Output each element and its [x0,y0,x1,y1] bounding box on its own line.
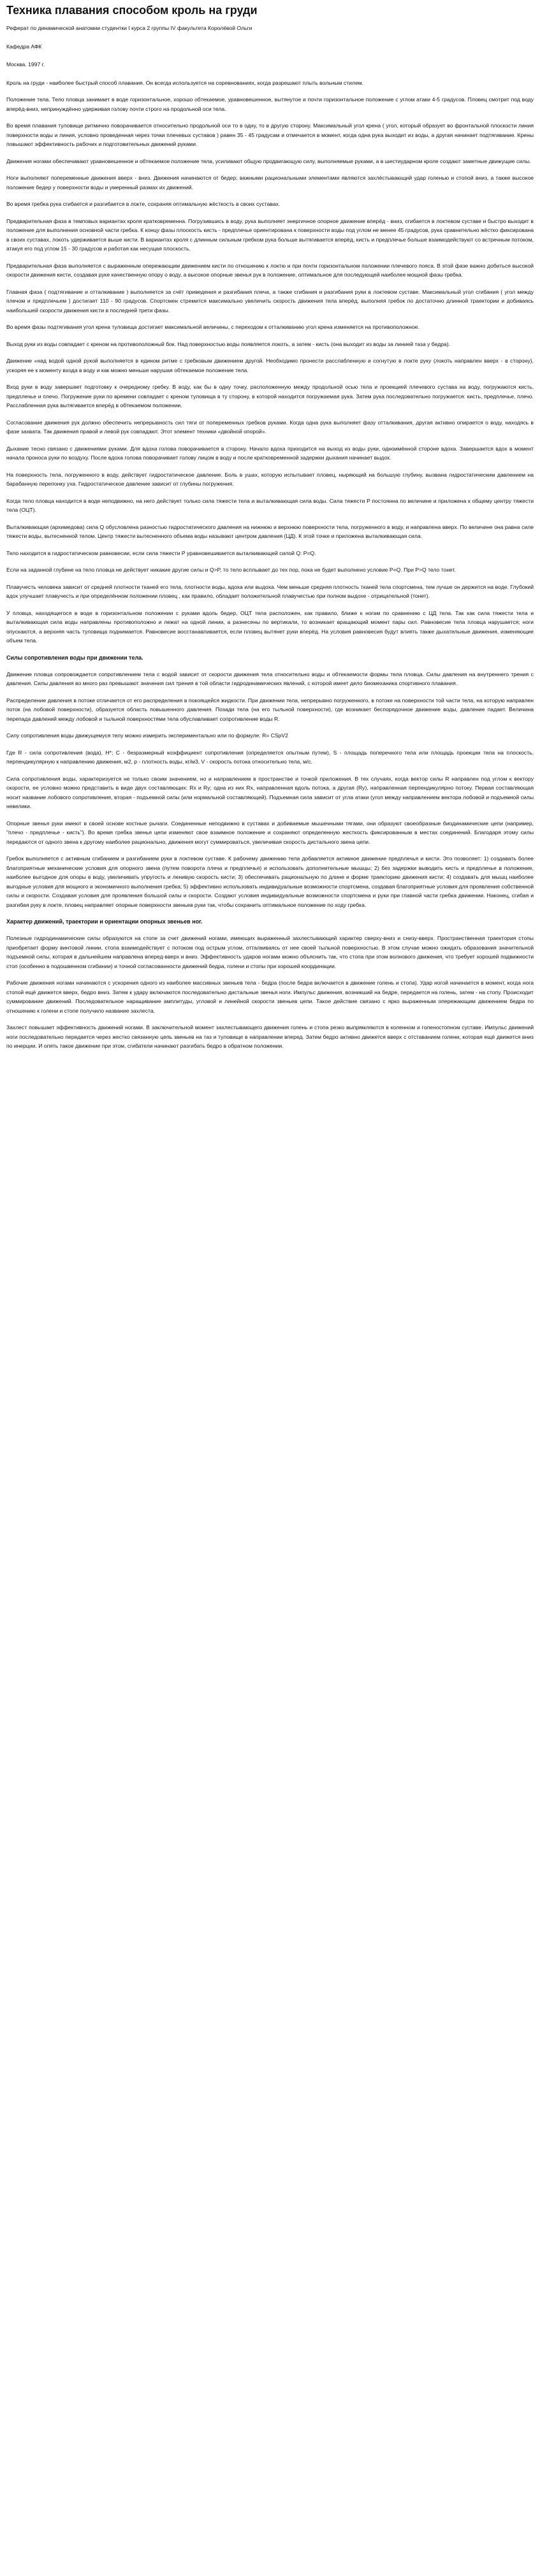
paragraph: Захлест повышает эффективность движений ногами. В заключительной момент захлестывающего движения голень и стопа резко выпрямляются в коленном и голеностопном суставе. Импульс движений ноги последовательно передается через жестко связанную цепь звеньев на таз и туловище в направлении вперед. Затем бедро активно движется вверх с отставанием голени, которая ещё движется вниз по инерции. И опять такое движение при этом, сгибатели начинают разгибать бедро в обратном положении. [6,1024,534,1049]
paragraph: Распределение давления в потоке отличается от его распределения в покоящейся жидкости. При движении тела, непрерывно погруженного, в потоке на поверхности той части тела, на которую направлен поток (на лобовой поверхности), образуется область повышенного давления. Позади тела (на его тыльной поверхности), где возникает беспорядочное движение воды, давление падает. Величина перепада давлений между лобовой и тыльной поверхностями тела обуславливает сопротивление воды R. [6,697,534,722]
paragraph: Плавучесть человека зависит от средней плотности тканей его тела, плотности воды, вдоха или выдоха. Чем меньше средняя плотность тканей тела спортсмена, тем лучше он держится на воде. Глубокий вдох улучшает плавучесть и при определённом положении пловец , как правило, обладает положительной плавучестью при полном выдохе - отрицательной (тонет). [6,583,534,599]
paragraph: Кроль на груди - наиболее быстрый способ плавания. Он всегда используется на соревнованиях, когда разрешают плыть вольным стилем. [6,79,364,86]
meta-author: Реферат по динамической анатомии студентки I курса 2 группы IV факультета Королёвой Ольги [6,25,252,31]
section-heading: Силы сопротивления воды при движении тела. [6,654,143,661]
paragraph: Ноги выполняют попеременные движения вверх - вниз. Движения начинаются от бедер; важными рациональными элементами являются захлёстывающий удар голенью и стопой вниз, а также высокое положение бедер у поверхности воды и умеренный размах их движений. [6,175,534,191]
paragraph: У пловца, находящегося в воде в горизонтальном положении с руками вдоль бедер, ОЦТ тела расположен, как правило, ближе к ногам по сравнению с ЦД тела. Так как сила тяжести тела и выталкивающая сила воды направлены противоположно и лежат на одной линии, а разнесены по вертикали, то возникает вращающий момент пары сил. Равновесие тела пловца нарушается; ноги опускаются, а верхняя часть туловища поднимается. Равновесие восстанавливается, если пловец вытянет руки вперёд. На условия равновесия будут влиять также дыхательные движения, изменяющие объем тела. [6,609,534,644]
paragraph: Полезные гидродинамические силы образуются на стопе за счет движений ногами, имеющих выраженный захлестывающий характер сверху-вниз и снизу-вверх. Пространственная траектория стопы приобретает форму винтовой линии, стопа взаимодействует с потоком под острым углом, отталкиваясь от нее своей тыльной поверхностью. В этом случае можно ожидать образования значительной подъемной силы, которая в дальнейшем направлена вперед-вверх и вниз. Эффективность ударов ногами можно объяснить так, что стопа при этом волнового движения, что требует хорошей подвижности стоп (особенно в подошвенном сгибании) и точной согласованности движений бедра, голени и стопы при хорошей координации. [6,935,534,969]
paragraph: Выход руки из воды совпадает с креном на противоположный бок. Над поверхностью воды появляется локоть, а затем - кисть (она выходит из воды за линией таза у бедра). [6,340,451,347]
paragraph: Предварительная фаза в темповых вариантах кроля кратковременна. Погрузившись в воду, рука выполняет энергичное опорное движение вперёд - вниз, сгибается в локтевом суставе и быстро выходит в положение для выполнения основной части гребка. К концу фазы плоскость кисть - предплечье ориентирована к поверхности воды под углом не менее 45 градусов, рука сравнительно жёстко фиксирована в своих суставах, локоть удерживается выше кисти. В вариантах кроля с длинным сильным гребком рука больше вытягивается вперёд, кисть и предплечье больше взаимодействуют со встречным потоком, атакуя его под углом 15 - 30 градусов и работая как несущая плоскость. [6,217,534,252]
meta-department: Кафедра АФК [6,43,42,50]
document-body [6,78,534,1051]
document-meta [6,24,534,69]
paragraph: Рабочие движения ногами начинаются с ускорения одного из наиболее массивных звеньев тела - бедра (после бедра включается в движение голень и стопа). Удар ногой начинается в момент, когда нога стопой ещё движется вверх, бедро вниз. Затем к удару включаются последовательно дистальные звенья ноги. Импульс движения, возникший на бедре, передается на голень, затем - на стопу. Происходит суммирование движений. Последовательное наращивание амплитуды, угловой и линейной скорости звеньев цепи. Такое действие связано с ярко выраженным опережающим движением бедра по отношению к голени и стопе получило название захлеста. [6,980,534,1014]
paragraph: Движения ногами обеспечивают уравновешенное и обтекаемое положение тела, усиливают общую продвигающую силу, выполняемые руками, а в шестиударном кроле создают заметные движущие силы. [6,157,531,164]
paragraph: Движение «над водой одной рукой выполняется в едином ритме с гребковым движением другой. Необходимо пронести расслабленную и согнутую в локте руку (локоть направлен вверх - в сторону), ускоряя ее к моменту входа в воду и как можно меньше нарушая обтекаемое положение тела. [6,358,534,373]
paragraph: Движение пловца сопровождается сопротивлением тела с водой зависит от скорости движения тела относительно воды и обтекаемости формы тела пловца. Силы давления на внутреннего трения с давления. Силы давления во много раз превышают значения сил трения в той области гидродинамических явлений, с которой имеет дело биомеханика спортивного плавания. [6,670,534,686]
meta-place-date: Москва. 1997 г. [6,61,45,68]
paragraph: Силу сопротивления воды движущемуся телу можно измерить экспериментально или по формуле: R= CSpV2 [6,732,288,739]
paragraph: Выталкивающая (архимедова) сила Q обусловлена разностью гидростатического давления на нижнюю и верхнюю поверхности тела, погруженного в воду, и направлена вверх. По величине она равна силе тяжести воды, вытесненной телом. Центр тяжести вытесненного объема воды называют центром давления (ЦД). К этой точке и приложена выталкивающая сила. [6,523,534,539]
paragraph: Когда тело пловца находится в воде неподвижно, на него действует только сила тяжести тела и выталкивающая сила воды. Сила тяжести P постоянна по величине и приложена к общему центру тяжести тела (ОЦТ). [6,497,534,513]
paragraph: Во время плавания туловище ритмично поворачивается относительно продольной оси то в одну, то в другую сторону. Максимальный угол крена ( угол, который образует во фронтальной плоскости линия поверхности воды и линия, условно проведенная через точки плечевых суставов ) равен 35 - 45 градусам и отмечается в момент, когда одна рука выходит из воды, а другая начинает подтягивание. Крены повышают эффективность рабочих и подготовительных движений руками. [6,122,534,147]
paragraph: Где R - сила сопротивления (вода), Н*; C - безразмерный коэффициент сопротивления (определяется опытным путем), S - площадь поперечного тела или площадь проекции тела на плоскость, перпендикулярную к направлению движения, м2, p - плотность воды, кг/м3, V - скорость потока относительно тела, м/с. [6,749,534,765]
paragraph: Согласование движения рук должно обеспечить непрерывность сил тяги от попеременных гребков руками. Когда одна рука выполняет фазу отталкивания, другая активно опирается о воду, находясь в фазе захвата. Так движения правой и левой рук совпадают. Этот элемент техники «двойной опорой». [6,419,534,435]
document-page [0,0,540,1066]
paragraph: Предварительная фаза выполняется с выраженным опережающим движением кисти по отношению к локтю и при почти горизонтальном положении плечевого пояса. В этой фазе важно добиться высокой скорости движения кисти, создавая руке качественную опору о воду, а высокое опорные звенья рук в положение, оптимальное для последующей наиболее мощной фазы гребка. [6,262,534,278]
paragraph: На поверхность тела, погруженного в воду, действует гидростатическое давление. Боль в ушах, которую испытывает пловец, ныряющий на большую глубину, вызвана гидростатическим давлением на барабанную перепонку уха. Гидростатическое давление зависит от глубины погружения. [6,471,534,487]
paragraph: Положение тела. Тело пловца занимает в воде горизонтальное, хорошо обтекаемое, уравновешенное, вытянутое и почти горизонтальное положение с углом атаки 4-5 градусов. Пловец смотрит под воду вперёд-вниз, непринуждённо удерживая голову почти строго на продольной оси тела. [6,96,534,112]
paragraph: Главная фаза ( подтягивание и отталкивание ) выполняется за счёт приведения и разгибания плеча, а также сгибания и разгибания руки в локтевом суставе. Максимальный угол сгибания ( угол между плечом и предплечьем ) достигает 110 - 90 градусов. Спортсмен стремится максимально увеличить скорость движения тела вперёд, выполняя гребок по достаточно длинной траектории и добиваясь наибольшей скорости движения кисти в последней трети фазы. [6,288,534,314]
paragraph: Сила сопротивления воды, характеризуется не только своим значением, но и направлением в пространстве и точкой приложения. В тех случаях, когда вектор силы R направлен под углом к вектору скорости, ее условно можно представить в виде двух составляющих: Rx и Ry; одна из них Rx, направленная вдоль потока, а другая (Ry), направленная перпендикулярно потоку. Первая составляющая носит название лобового сопротивления, вторая - подъемной силы (или нормальной составляющей). Подъемная сила зависит от угла атаки (угол между направлением вектора лобовой и подъемной силы невелики. [6,775,534,809]
section-heading: Характер движений, траектории и ориентации опорных звеньев ног. [6,918,203,925]
paragraph: Во время гребка рука сгибается и разгибается в локте, сохраняя оптимальную жёсткость в своих суставах. [6,201,281,207]
page-title: Техника плавания способом кроль на груди [6,4,258,17]
paragraph: Вход руки в воду завершает подготовку к очередному гребку. В воду, как бы в одну точку, расположенную между продольной осью тела и проекцией плечевого сустава на воду, погружаются кисть, предплечье и плечо. Погружение руки по времени совпадает с креном туловища в ту сторону, в которой находится погружаемая рука. Затем рука последовательно погружается: кисть, предплечье, плечо. Расслабленная рука вытягивается вперёд в обтекаемом положении. [6,384,534,409]
paragraph: Опорные звенья руки имеют в своей основе костные рычаги. Соединенные неподвижно в суставах и добиваемые мышечными тягами, они образуют своеобразные биодинамические цепи (например, "плечо - предплечье - кисть"). Во время гребка звенья цепи изменяют свое взаимное положение и сохраняют определенную жесткость фиксированным в местах соединений. Благодаря этому силы передаются от одного звена к другому наиболее рационально, движения могут суммироваться, увеличивая скорость дистального звена цепи. [6,820,534,845]
paragraph: Дыхание тесно связано с движениями руками. Для вдоха голова поворачивается в сторону. Начало вдоха приходится на выход из воды руки, одноимённой стороне вдоха. Завершается вдох в момент начала проноса руки по воздуху. После вдоха голова поворачивает голову лицом в воду и после кратковременной задержки дыхания начинает выдох. [6,445,534,461]
paragraph: Гребок выполняется с активным сгибанием и разгибанием руки в локтевом суставе. К рабочему движению тела добавляется активное движение предплечья и кисти. Это позволяет: 1) создавать более благоприятные механические условия для опорного звена (путем поворота плеча и предплечья) и использовать дополнительные мышцы; 2) без задержки выводить кисть и предплечье в положение, наиболее выгодное для опоры в воду, увеличивать упругость и ленивую скорость кисти; 3) обеспечивать рациональную по длине и форме траекторию движения кисти; 4) создавать для мышц наиболее выгодные условия для мощного и экономичного выполнения гребка; 5) эффективно использовать индивидуальные возможности спортсмена, создавая благоприятные условия для проявления собственной силы и скорости. Создавая условия для проявления большой силы и скорости. Создают условия индивидуальные возможности спортсмена и руки при главной части гребка движении. Наконец, сгибая и разгибая руку в локте, пловец направляет опорные поверхности звеньев руки так, чтобы сохранить оптимальное положение по ходу гребка. [6,855,534,908]
paragraph: Тело находится в гидростатическом равновесии, если сила тяжести P уравновешивается выталкивающей силой Q: P=Q. [6,549,316,556]
paragraph: Если на заданной глубине на тело пловца не действует никакие другие силы и Q>P, то тело всплывает до тех пор, пока не будет выполнено условие P=Q. При P>Q тело тонет. [6,567,456,573]
paragraph: Во время фазы подтягивания угол крена туловища достигает максимальной величины, с переходом к отталкиванию угол крена изменяется на противоположное. [6,324,420,330]
